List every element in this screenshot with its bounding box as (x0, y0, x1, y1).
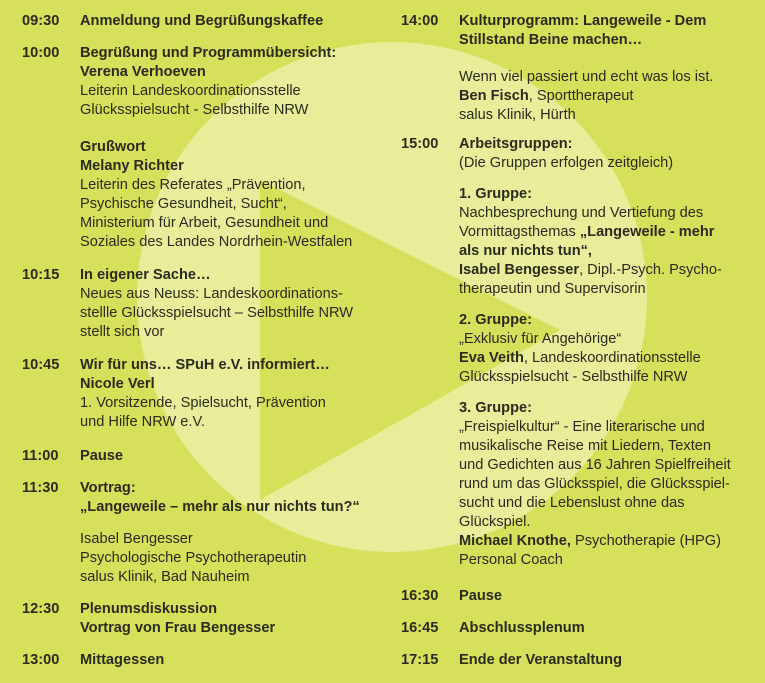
time-label: 11:00 (22, 448, 59, 464)
time-label: 15:00 (401, 136, 439, 152)
grusswort-heading: Grußwort (80, 139, 146, 155)
entry-title: Pause (459, 588, 502, 604)
entry-note: (Die Gruppen erfolgen zeitgleich) (459, 155, 674, 171)
time-label: 11:30 (22, 480, 59, 496)
time-label: 10:45 (22, 357, 60, 373)
speaker-role: Ministerium für Arbeit, Gesundheit und (80, 215, 329, 231)
entry-text: stellle Glücksspielsucht – Selbsthilfe NRW (80, 305, 354, 321)
entry-title: Plenumsdiskussion (80, 601, 218, 617)
speaker-role: Soziales des Landes Nordrhein-Westfalen (80, 234, 353, 250)
time-label: 13:00 (22, 652, 60, 668)
speaker-role: Glücksspielsucht - Selbsthilfe NRW (459, 369, 688, 385)
entry-title: Pause (80, 448, 123, 464)
entry-title: Arbeitsgruppen: (459, 136, 573, 152)
entry-title: Vortrag: (80, 480, 136, 496)
speaker-role: , Dipl.-Psych. Psycho- (579, 262, 722, 278)
speaker-role: Leiterin des Referates „Prävention, (80, 177, 306, 193)
group-text: sucht und die Lebenslust ohne das (459, 495, 685, 511)
entry-text: und Hilfe NRW e.V. (80, 414, 205, 430)
group-text: Glückspiel. (459, 514, 531, 530)
entry-title: Wir für uns… SPuH e.V. informiert… (80, 357, 330, 373)
entry-text: Neues aus Neuss: Landeskoordinations- (80, 286, 343, 302)
entry-text: Wenn viel passiert und echt was los ist. (459, 69, 714, 85)
speaker-line (459, 349, 756, 368)
entry-text: 1. Vorsitzende, Spielsucht, Prävention (80, 395, 326, 411)
group-2 (459, 311, 756, 387)
entry-subtitle: Vortrag von Frau Bengesser (80, 620, 276, 636)
entry-title: Kulturprogramm: Langeweile - Dem (459, 13, 707, 29)
entry-text: stellt sich vor (80, 324, 165, 340)
time-label: 12:30 (22, 601, 60, 617)
speaker-role: therapeutin und Supervisorin (459, 281, 646, 297)
entry-title: Begrüßung und Programmübersicht: (80, 45, 337, 61)
entry-title: In eigener Sache… (80, 267, 211, 283)
speaker-line (459, 261, 756, 280)
speaker-name: Melany Richter (80, 158, 184, 174)
entry-title: Ende der Veranstaltung (459, 652, 623, 668)
speaker-name: Verena Verhoeven (80, 64, 206, 80)
speaker-name: Michael Knothe, (459, 533, 571, 549)
group-text: „Exklusiv für Angehörige“ (459, 331, 622, 347)
speaker-line (459, 87, 756, 106)
speaker-role: , Landeskoordinationsstelle (523, 350, 701, 366)
speaker-name: Eva Veith (459, 350, 524, 366)
group-text: und Gedichten aus 16 Jahren Spielfreiheit (459, 457, 731, 473)
time-label: 10:15 (22, 267, 60, 283)
speaker-role: salus Klinik, Hürth (459, 107, 576, 123)
speaker-name: Isabel Bengesser (80, 531, 193, 547)
entry-title: Mittagessen (80, 652, 165, 668)
group-text: Nachbesprechung und Vertiefung des (459, 205, 704, 221)
speaker-role: Psychische Gesundheit, Sucht“, (80, 196, 287, 212)
speaker-role: Leiterin Landeskoordinationsstelle (80, 83, 301, 99)
group-3 (459, 399, 756, 570)
speaker-name: Isabel Bengesser (459, 262, 580, 278)
time-label: 09:30 (22, 13, 60, 29)
group-heading: 3. Gruppe: (459, 400, 532, 416)
group-heading: 2. Gruppe: (459, 312, 532, 328)
speaker-name: Ben Fisch (459, 88, 529, 104)
speaker-line (459, 532, 756, 551)
speaker-name: Nicole Verl (80, 376, 155, 392)
time-label: 16:30 (401, 588, 439, 604)
talk-title: „Langeweile – mehr als nur nichts tun?“ (80, 499, 360, 515)
speaker-role: Personal Coach (459, 552, 563, 568)
entry-title: Anmeldung und Begrüßungskaffee (80, 13, 324, 29)
time-label: 14:00 (401, 13, 439, 29)
time-label: 17:15 (401, 652, 439, 668)
group-topic: „Langeweile - mehr (579, 224, 715, 240)
group-topic: als nur nichts tun“, (459, 243, 592, 259)
time-label: 10:00 (22, 45, 60, 61)
speaker-role: , Sporttherapeut (528, 88, 634, 104)
time-label: 16:45 (401, 620, 439, 636)
speaker-role: salus Klinik, Bad Nauheim (80, 569, 250, 585)
group-text: „Freispielkultur“ - Eine literarische und (459, 419, 705, 435)
group-text: rund um das Glücksspiel, die Glücksspiel- (459, 476, 730, 492)
speaker-role: Psychologische Psychotherapeutin (80, 550, 307, 566)
entry-title: Stillstand Beine machen… (459, 32, 643, 48)
entry-title: Abschlussplenum (459, 620, 585, 636)
group-heading: 1. Gruppe: (459, 186, 532, 202)
group-text (459, 223, 756, 242)
group-1 (459, 185, 756, 299)
group-text: musikalische Reise mit Liedern, Texten (459, 438, 711, 454)
speaker-role: Psychotherapie (HPG) (570, 533, 721, 549)
speaker-role: Glücksspielsucht - Selbsthilfe NRW (80, 102, 309, 118)
group-text-part: Vormittagsthemas (459, 224, 580, 240)
